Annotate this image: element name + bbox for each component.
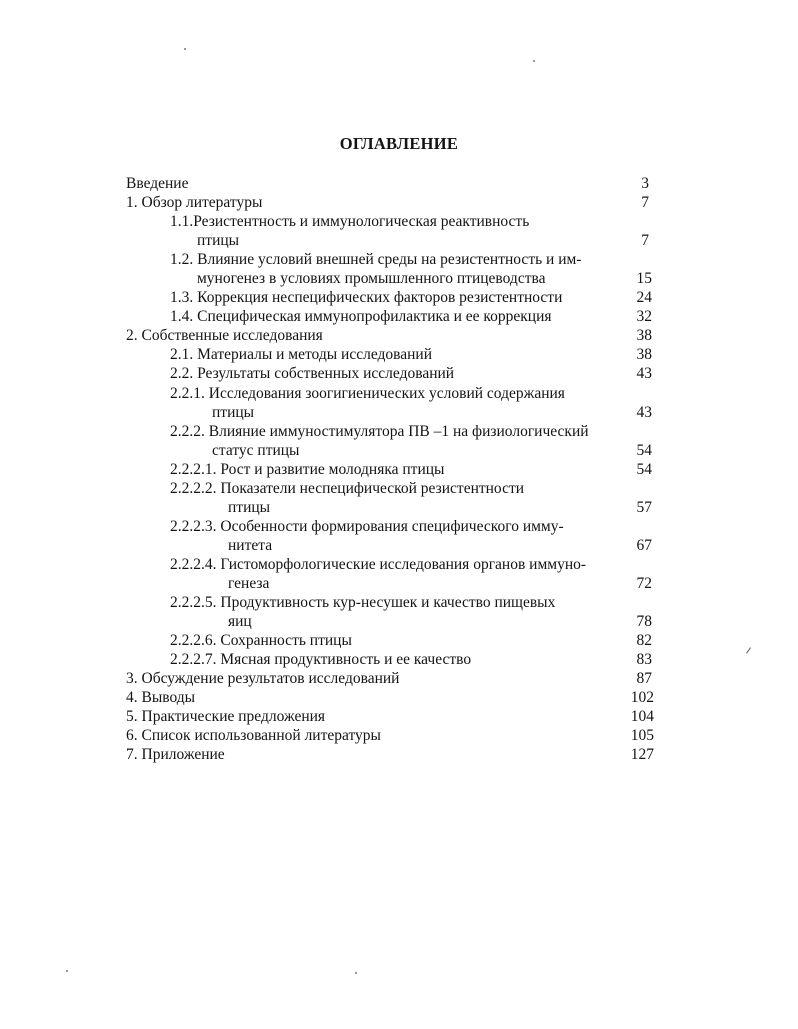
scan-speck [184, 48, 186, 50]
toc-entry-2-2: 2.2. Результаты собственных исследований [170, 365, 455, 382]
toc-page-2-2-2-5: 78 [636, 613, 652, 630]
scan-speck [533, 60, 535, 62]
toc-entry-2-2-2-6: 2.2.2.6. Сохранность птицы [170, 632, 352, 649]
toc-page-intro: 3 [641, 175, 649, 192]
scan-mark [746, 647, 751, 653]
toc-entry-4: 4. Выводы [126, 689, 196, 706]
toc-entry-2-2-2-4: 2.2.2.4. Гистоморфологические исследования органов иммуно- [170, 556, 587, 573]
toc-entry-2-2-2-5-cont: яиц [228, 613, 252, 630]
toc-page-7: 127 [630, 746, 654, 763]
toc-page-1-1: 7 [641, 232, 649, 249]
toc-page-2-2-2-7: 83 [636, 651, 652, 668]
toc-page-2-2-2-2: 57 [636, 499, 652, 516]
toc-page-2-2-2: 54 [636, 442, 652, 459]
toc-entry-1-2-cont: муногенез в условиях промышленного птицеводства [197, 270, 546, 287]
toc-page-3: 87 [636, 670, 652, 687]
toc-page-1-3: 24 [636, 289, 652, 306]
toc-entry-1-1-cont: птицы [197, 232, 240, 249]
toc-entry-2-2-2-cont: статус птицы [212, 442, 300, 459]
toc-title: ОГЛАВЛЕНИЕ [339, 134, 459, 153]
toc-entry-2-2-2-3-cont: нитета [228, 537, 273, 554]
toc-page-2-2-2-3: 67 [636, 537, 652, 554]
toc-entry-2-2-1-cont: птицы [212, 404, 255, 421]
scan-speck [355, 972, 357, 974]
toc-page-1-2: 15 [636, 270, 652, 287]
toc-entry-2-2-2-5: 2.2.2.5. Продуктивность кур-несушек и качество пищевых [170, 594, 556, 611]
toc-entry-7: 7. Приложение [126, 746, 225, 763]
toc-entry-2-2-2-2: 2.2.2.2. Показатели неспецифической резистентности [170, 480, 525, 497]
toc-page-2-2-2-1: 54 [636, 461, 652, 478]
toc-page-2-2-2-4: 72 [636, 575, 652, 592]
scan-speck [66, 970, 68, 972]
toc-page-2-1: 38 [636, 346, 652, 363]
toc-entry-1-2: 1.2. Влияние условий внешней среды на резистентность и им- [170, 251, 582, 268]
toc-entry-1-4: 1.4. Специфическая иммунопрофилактика и ее коррекция [170, 308, 552, 325]
toc-entry-6: 6. Список использованной литературы [126, 727, 381, 744]
toc-entry-2-2-2-7: 2.2.2.7. Мясная продуктивность и ее качество [170, 651, 472, 668]
toc-entry-intro: Введение [126, 175, 189, 192]
toc-entry-1-1: 1.1.Резистентность и иммунологическая реактивность [170, 213, 530, 230]
toc-entry-2-2-1: 2.2.1. Исследования зоогигиенических условий содержания [170, 385, 565, 402]
toc-entry-2-1: 2.1. Материалы и методы исследований [170, 346, 433, 363]
toc-page-2: 38 [636, 327, 652, 344]
toc-entry-1-3: 1.3. Коррекция неспецифических факторов резистентности [170, 289, 563, 306]
toc-entry-2-2-2: 2.2.2. Влияние иммуностимулятора ПВ –1 на физиологический [170, 423, 589, 440]
toc-entry-5: 5. Практические предложения [126, 708, 326, 725]
toc-page-6: 105 [630, 727, 654, 744]
toc-page-4: 102 [630, 689, 654, 706]
toc-entry-2-2-2-2-cont: птицы [228, 499, 271, 516]
toc-entry-2: 2. Собственные исследования [126, 327, 323, 344]
toc-entry-2-2-2-3: 2.2.2.3. Особенности формирования специфического имму- [170, 518, 564, 535]
toc-entry-3: 3. Обсуждение результатов исследований [126, 670, 400, 687]
toc-entry-1: 1. Обзор литературы [126, 194, 263, 211]
toc-page-5: 104 [630, 708, 654, 725]
toc-page-2-2: 43 [636, 365, 652, 382]
toc-page-2-2-1: 43 [636, 404, 652, 421]
toc-entry-2-2-2-1: 2.2.2.1. Рост и развитие молодняка птицы [170, 461, 445, 478]
toc-entry-2-2-2-4-cont: генеза [228, 575, 270, 592]
toc-page-2-2-2-6: 82 [636, 632, 652, 649]
toc-page-1: 7 [641, 194, 649, 211]
toc-page-1-4: 32 [636, 308, 652, 325]
